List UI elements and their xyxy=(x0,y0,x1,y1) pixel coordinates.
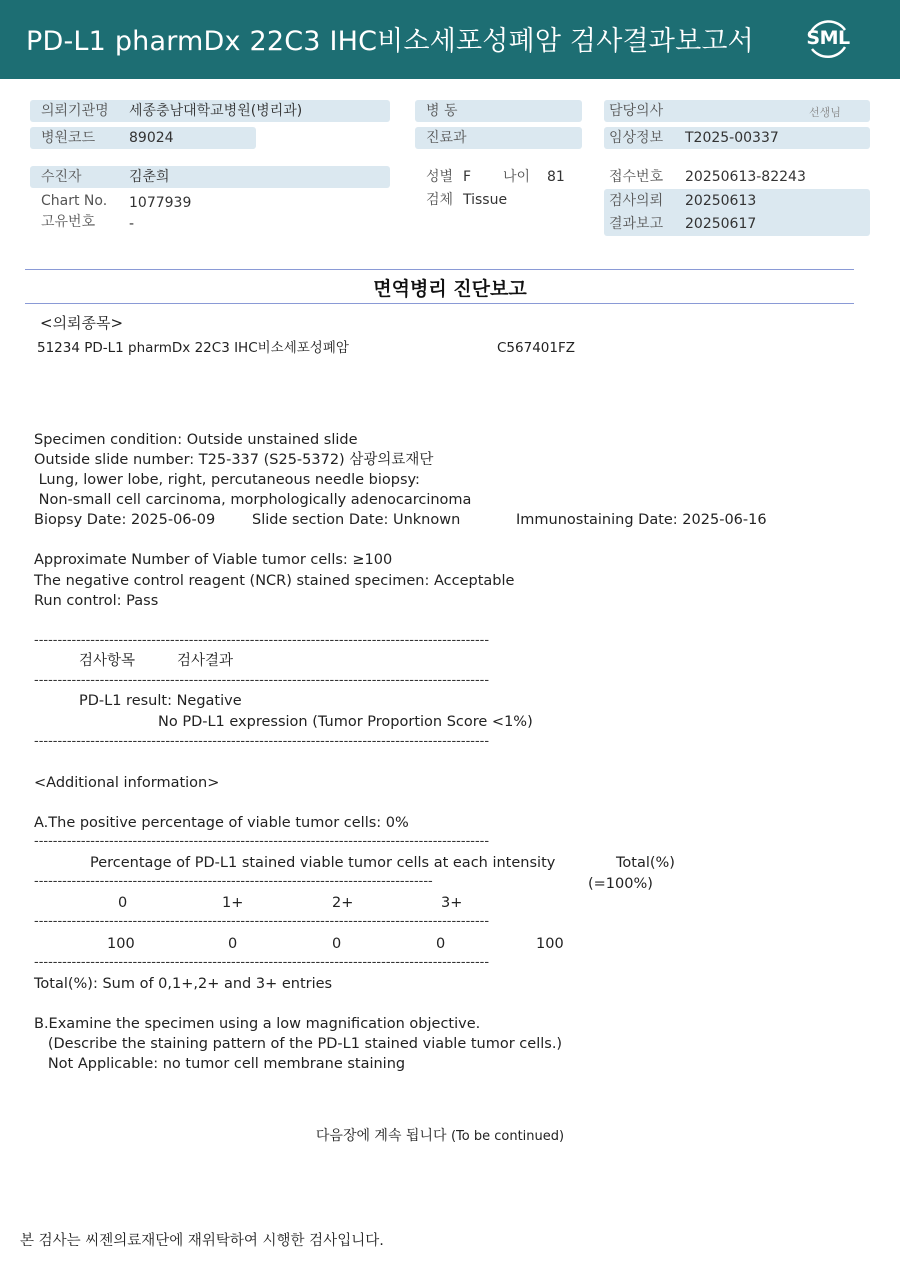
unique-no-label: 고유번호 xyxy=(41,214,96,230)
b-line-2: (Describe the staining pattern of the PD-L1 stained viable tumor cells.) xyxy=(34,1036,563,1052)
biopsy-date: Biopsy Date: 2025-06-09 xyxy=(34,512,216,528)
specimen-line-2: Outside slide number: T25-337 (S25-5372) 삼광의료재단 xyxy=(34,452,434,468)
dash-rule: ------------------------------------------------------------------------------------- xyxy=(34,874,433,889)
hospital-code-label: 병원코드 xyxy=(41,130,96,146)
intensity-heading: Percentage of PD-L1 stained viable tumor cells at each intensity xyxy=(90,855,556,871)
specimen-line-1: Specimen condition: Outside unstained slide xyxy=(34,432,358,448)
patient-label: 수진자 xyxy=(41,169,82,185)
age-value: 81 xyxy=(547,169,565,185)
dash-rule: ------------------------------------------------------------------------------------------------- xyxy=(34,834,490,849)
unique-no-value: - xyxy=(129,216,135,232)
qc-line-2: The negative control reagent (NCR) stained specimen: Acceptable xyxy=(34,573,515,589)
specimen-line-3: Lung, lower lobe, right, percutaneous needle biopsy: xyxy=(34,472,420,488)
report-date-value: 20250617 xyxy=(685,216,757,232)
specimen-value: Tissue xyxy=(463,192,508,208)
doctor-suffix: 선생님 xyxy=(809,106,841,119)
col-item-header: 검사항목 xyxy=(79,653,136,669)
intensity-header-3: 3+ xyxy=(441,895,463,911)
intensity-header-1: 1+ xyxy=(222,895,244,911)
dash-rule: ------------------------------------------------------------------------------------------------- xyxy=(34,955,490,970)
qc-line-3: Run control: Pass xyxy=(34,593,159,609)
institution-value: 세종충남대학교병원(병리과) xyxy=(129,103,303,119)
sex-value: F xyxy=(463,169,472,185)
intensity-value-0: 100 xyxy=(107,936,135,952)
dash-rule: ------------------------------------------------------------------------------------------------- xyxy=(34,673,490,688)
intensity-value-1: 0 xyxy=(228,936,238,952)
receipt-value: 20250613-82243 xyxy=(685,169,806,185)
intensity-value-2: 0 xyxy=(332,936,342,952)
pdl1-result: PD-L1 result: Negative xyxy=(79,693,242,709)
request-item-heading: <의뢰종목> xyxy=(40,314,124,332)
logo-text: SML xyxy=(806,27,850,49)
intensity-value-3: 0 xyxy=(436,936,446,952)
patient-row-bg xyxy=(30,166,390,188)
intensity-header-0: 0 xyxy=(118,895,128,911)
footer-note: 본 검사는 씨젠의료재단에 재위탁하여 시행한 검사입니다. xyxy=(20,1233,384,1249)
dash-rule: ------------------------------------------------------------------------------------------------- xyxy=(34,734,490,749)
patient-value: 김춘희 xyxy=(129,169,170,185)
positive-percentage: A.The positive percentage of viable tumor cells: 0% xyxy=(34,815,409,831)
b-line-3: Not Applicable: no tumor cell membrane staining xyxy=(34,1056,406,1072)
hospital-code-value: 89024 xyxy=(129,130,174,146)
pdl1-expression: No PD-L1 expression (Tumor Proportion Score <1%) xyxy=(158,714,533,730)
title-bottom-rule xyxy=(25,303,854,304)
chart-no-label: Chart No. xyxy=(41,193,108,209)
report-header xyxy=(0,0,900,79)
col-result-header: 검사결과 xyxy=(177,653,234,669)
report-title: 면역병리 진단보고 xyxy=(373,278,527,300)
title-top-rule xyxy=(25,269,854,270)
total-heading: Total(%) xyxy=(616,855,675,871)
age-label: 나이 xyxy=(503,169,531,185)
sml-logo xyxy=(803,14,853,64)
dash-rule: ------------------------------------------------------------------------------------------------- xyxy=(34,633,490,648)
doctor-label: 담당의사 xyxy=(609,103,664,119)
continued-en: (To be continued) xyxy=(450,1129,565,1144)
continued-ko: 다음장에 계속 됩니다 xyxy=(315,1128,447,1144)
slide-section-date: Slide section Date: Unknown xyxy=(252,512,461,528)
total-note: Total(%): Sum of 0,1+,2+ and 3+ entries xyxy=(34,976,333,992)
receipt-label: 접수번호 xyxy=(609,169,664,185)
specimen-line-4: Non-small cell carcinoma, morphologically adenocarcinoma xyxy=(34,492,472,508)
intensity-header-2: 2+ xyxy=(332,895,354,911)
total-sub-heading: (=100%) xyxy=(588,876,653,892)
sex-label: 성별 xyxy=(426,169,454,185)
request-code: C567401FZ xyxy=(497,340,575,356)
b-line-1: B.Examine the specimen using a low magnification objective. xyxy=(34,1016,481,1032)
clinical-info-value: T2025-00337 xyxy=(685,130,779,146)
request-date-label: 검사의뢰 xyxy=(609,193,664,209)
immunostaining-date: Immunostaining Date: 2025-06-16 xyxy=(516,512,767,528)
request-item: 51234 PD-L1 pharmDx 22C3 IHC비소세포성폐암 xyxy=(37,340,349,356)
continued-note xyxy=(0,1125,880,1145)
institution-label: 의뢰기관명 xyxy=(41,103,109,119)
department-label: 진료과 xyxy=(426,130,467,146)
clinical-info-label: 임상정보 xyxy=(609,130,664,146)
total-value: 100 xyxy=(536,936,564,952)
ward-label: 병 동 xyxy=(426,103,458,119)
report-date-label: 결과보고 xyxy=(609,216,664,232)
report-header-title: PD-L1 pharmDx 22C3 IHC비소세포성폐암 검사결과보고서 xyxy=(26,26,754,57)
specimen-label: 검체 xyxy=(426,192,454,208)
request-date-value: 20250613 xyxy=(685,193,757,209)
additional-heading: <Additional information> xyxy=(34,775,220,791)
dash-rule: ------------------------------------------------------------------------------------------------- xyxy=(34,914,490,929)
chart-no-value: 1077939 xyxy=(129,195,192,211)
qc-line-1: Approximate Number of Viable tumor cells: ≥100 xyxy=(34,552,393,568)
